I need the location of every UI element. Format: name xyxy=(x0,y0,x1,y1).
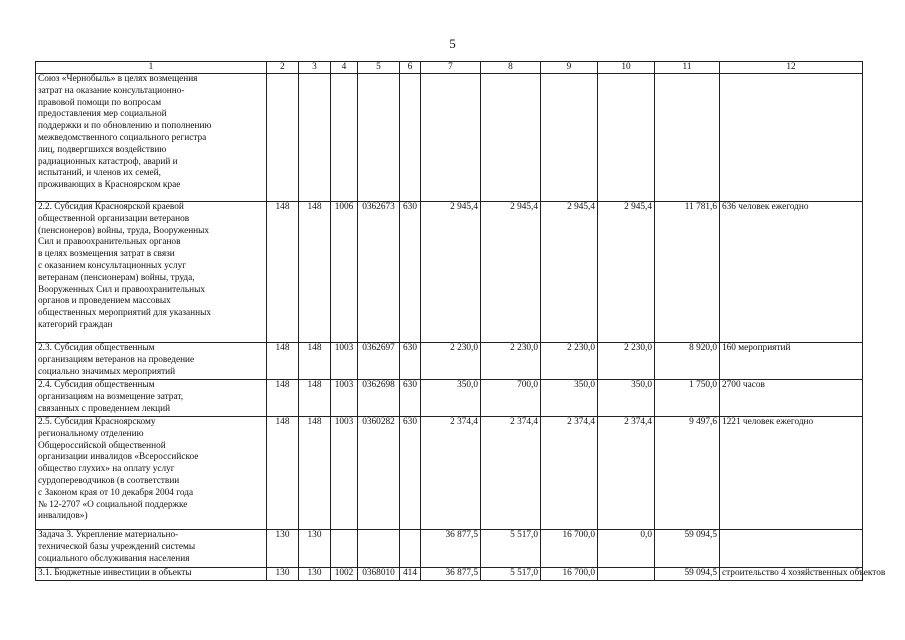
expense-type-cell: 630 xyxy=(400,417,421,530)
column-header: 5 xyxy=(358,62,400,74)
year-2-amount-cell xyxy=(481,74,541,202)
rzpr-code-a-cell: 130 xyxy=(299,530,331,568)
target-article-cell: 0368010 xyxy=(358,568,400,581)
year-1-amount-cell: 2 374,4 xyxy=(421,417,481,530)
year-4-amount-cell: 2 945,4 xyxy=(598,202,655,343)
year-2-amount-cell: 2 374,4 xyxy=(481,417,541,530)
rzpr-code-cell: 1003 xyxy=(331,417,358,530)
target-article-cell xyxy=(358,530,400,568)
kgrbs-code-cell: 148 xyxy=(267,380,299,417)
rzpr-code-cell: 1003 xyxy=(331,343,358,380)
total-amount-cell: 59 094,5 xyxy=(655,530,720,568)
description-cell: 2.5. Субсидия Красноярскому региональному отделению Общероссийской общественной организации инвалидов «Всероссийское общество глухих» на оплату услуг сурдопереводчиков (в соответствии с Законом края от 10 декабря 2004 года № 12-2707 «О социальной поддержке инвалидов») xyxy=(36,417,267,530)
rzpr-code-cell: 1003 xyxy=(331,380,358,417)
column-header: 10 xyxy=(598,62,655,74)
total-amount-cell: 1 750,0 xyxy=(655,380,720,417)
year-3-amount-cell: 350,0 xyxy=(541,380,598,417)
year-4-amount-cell: 350,0 xyxy=(598,380,655,417)
kgrbs-code-cell xyxy=(267,74,299,202)
kgrbs-code-cell: 148 xyxy=(267,417,299,530)
year-1-amount-cell xyxy=(421,74,481,202)
year-3-amount-cell: 16 700,0 xyxy=(541,530,598,568)
year-4-amount-cell: 0,0 xyxy=(598,530,655,568)
table-row-task-3 xyxy=(36,530,863,568)
year-1-amount-cell: 2 945,4 xyxy=(421,202,481,343)
rzpr-code-a-cell: 148 xyxy=(299,417,331,530)
expected-result-cell: строительство 4 хозяйственных объектов xyxy=(720,568,863,581)
year-1-amount-cell: 36 877,5 xyxy=(421,568,481,581)
expected-result-cell xyxy=(720,530,863,568)
rzpr-code-cell: 1002 xyxy=(331,568,358,581)
table-row-2-2 xyxy=(36,202,863,343)
expected-result-cell: 1221 человек ежегодно xyxy=(720,417,863,530)
page-number: 5 xyxy=(449,36,456,51)
rzpr-code-a-cell: 130 xyxy=(299,568,331,581)
expected-result-cell: 2700 часов xyxy=(720,380,863,417)
total-amount-cell: 8 920,0 xyxy=(655,343,720,380)
expense-type-cell: 630 xyxy=(400,380,421,417)
table-row-2-3 xyxy=(36,343,863,380)
expense-type-cell xyxy=(400,530,421,568)
year-3-amount-cell: 16 700,0 xyxy=(541,568,598,581)
column-header: 6 xyxy=(400,62,421,74)
expected-result-cell: 636 человек ежегодно xyxy=(720,202,863,343)
year-4-amount-cell: 2 374,4 xyxy=(598,417,655,530)
total-amount-cell: 59 094,5 xyxy=(655,568,720,581)
rzpr-code-a-cell: 148 xyxy=(299,343,331,380)
expected-result-cell xyxy=(720,74,863,202)
rzpr-code-a-cell: 148 xyxy=(299,380,331,417)
column-header: 2 xyxy=(267,62,299,74)
kgrbs-code-cell: 130 xyxy=(267,530,299,568)
target-article-cell xyxy=(358,74,400,202)
target-article-cell: 0362698 xyxy=(358,380,400,417)
column-header: 4 xyxy=(331,62,358,74)
target-article-cell: 0362673 xyxy=(358,202,400,343)
total-amount-cell xyxy=(655,74,720,202)
year-3-amount-cell: 2 374,4 xyxy=(541,417,598,530)
year-2-amount-cell: 5 517,0 xyxy=(481,530,541,568)
year-2-amount-cell: 2 230,0 xyxy=(481,343,541,380)
year-3-amount-cell: 2 230,0 xyxy=(541,343,598,380)
rzpr-code-cell xyxy=(331,530,358,568)
target-article-cell: 0360282 xyxy=(358,417,400,530)
year-4-amount-cell xyxy=(598,74,655,202)
year-2-amount-cell: 2 945,4 xyxy=(481,202,541,343)
rzpr-code-a-cell: 148 xyxy=(299,202,331,343)
year-2-amount-cell: 5 517,0 xyxy=(481,568,541,581)
column-header: 3 xyxy=(299,62,331,74)
year-1-amount-cell: 36 877,5 xyxy=(421,530,481,568)
expense-type-cell: 630 xyxy=(400,202,421,343)
expense-type-cell xyxy=(400,74,421,202)
year-3-amount-cell xyxy=(541,74,598,202)
year-4-amount-cell xyxy=(598,568,655,581)
table-row-continued-chernobyl xyxy=(36,74,863,202)
kgrbs-code-cell: 148 xyxy=(267,343,299,380)
column-header: 11 xyxy=(655,62,720,74)
column-header: 12 xyxy=(720,62,863,74)
expense-type-cell: 630 xyxy=(400,343,421,380)
column-header: 1 xyxy=(36,62,267,74)
total-amount-cell: 11 781,6 xyxy=(655,202,720,343)
total-amount-cell: 9 497,6 xyxy=(655,417,720,530)
description-cell: 2.4. Субсидия общественным организациям на возмещение затрат, связанных с проведением лекций xyxy=(36,380,267,417)
year-2-amount-cell: 700,0 xyxy=(481,380,541,417)
description-cell: Союз «Чернобыль» в целях возмещения затрат на оказание консультационно- правовой помощи по вопросам предоставления мер социальной поддержки и по обновлению и пополнению межведомственного социального регистра лиц, подвергшихся воздействию радиационных катастроф, аварий и испытаний, и членов их семей, проживающих в Красноярском крае xyxy=(36,74,267,202)
expense-type-cell: 414 xyxy=(400,568,421,581)
kgrbs-code-cell: 148 xyxy=(267,202,299,343)
year-1-amount-cell: 2 230,0 xyxy=(421,343,481,380)
rzpr-code-a-cell xyxy=(299,74,331,202)
expected-result-cell: 160 мероприятий xyxy=(720,343,863,380)
column-header: 7 xyxy=(421,62,481,74)
target-article-cell: 0362697 xyxy=(358,343,400,380)
rzpr-code-cell xyxy=(331,74,358,202)
table-header-row xyxy=(36,62,863,74)
year-4-amount-cell: 2 230,0 xyxy=(598,343,655,380)
budget-table xyxy=(35,61,886,581)
column-header: 9 xyxy=(541,62,598,74)
description-cell: 3.1. Бюджетные инвестиции в объекты xyxy=(36,568,267,581)
table-row-2-5 xyxy=(36,417,863,530)
description-cell: Задача 3. Укрепление материально- технической базы учреждений системы социального обслуживания населения xyxy=(36,530,267,568)
description-cell: 2.3. Субсидия общественным организациям ветеранов на проведение социально значимых мероприятий xyxy=(36,343,267,380)
column-header: 8 xyxy=(481,62,541,74)
year-1-amount-cell: 350,0 xyxy=(421,380,481,417)
table-row-2-4 xyxy=(36,380,863,417)
rzpr-code-cell: 1006 xyxy=(331,202,358,343)
table-row-3-1 xyxy=(36,568,863,581)
description-cell: 2.2. Субсидия Красноярской краевой общественной организации ветеранов (пенсионеров) войны, труда, Вооруженных Сил и правоохранительных органов в целях возмещения затрат в связи с оказанием консультационных услуг ветеранам (пенсионерам) войны, труда, Вооруженных Сил и правоохранительных органов и проведением массовых общественных мероприятий для указанных категорий граждан xyxy=(36,202,267,343)
kgrbs-code-cell: 130 xyxy=(267,568,299,581)
year-3-amount-cell: 2 945,4 xyxy=(541,202,598,343)
